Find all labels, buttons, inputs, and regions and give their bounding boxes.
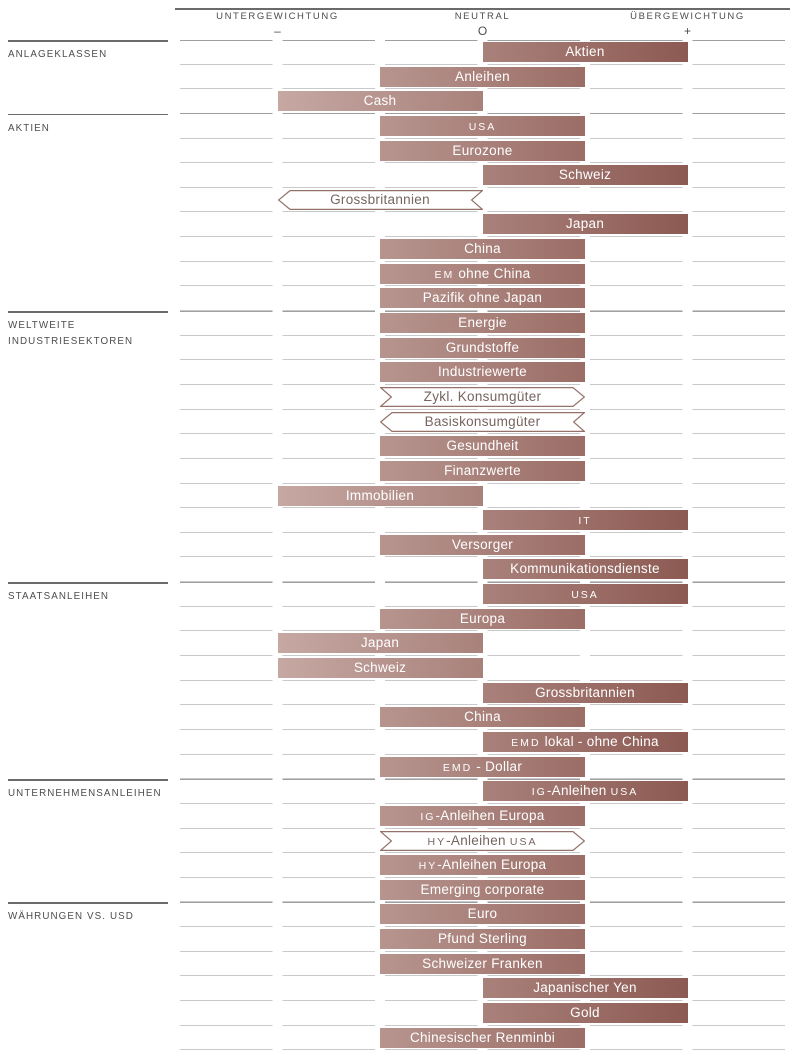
allocation-row: [175, 804, 790, 829]
allocation-row: [175, 237, 790, 262]
allocation-row: [175, 212, 790, 237]
bar-label: Versorger: [451, 536, 514, 552]
allocation-bar: [380, 264, 585, 284]
section-rows: [175, 779, 790, 902]
allocation-bar: [483, 165, 688, 185]
bar-label: USA: [468, 120, 497, 133]
section: [0, 779, 797, 902]
allocation-row: [175, 730, 790, 755]
allocation-row: [175, 829, 790, 854]
allocation-bar: [380, 436, 585, 456]
section-label: WELTWEITE INDUSTRIESEKTOREN: [0, 311, 175, 582]
axis-label-neutral: NEUTRAL: [454, 11, 511, 22]
bar-label: Emerging corporate: [420, 881, 545, 897]
bar-label: Schweizer Franken: [422, 955, 543, 971]
allocation-bar: [380, 313, 585, 333]
allocation-row: [175, 607, 790, 632]
allocation-row: [175, 262, 790, 287]
allocation-bar: [278, 91, 483, 111]
section-rows: [175, 40, 790, 114]
allocation-row: [175, 853, 790, 878]
allocation-bar: [380, 929, 585, 949]
bar-label: Gesundheit: [446, 438, 519, 454]
bar-label: Basiskonsumgüter: [424, 413, 541, 429]
allocation-row: [175, 89, 790, 114]
bar-label: Japanischer Yen: [533, 980, 637, 996]
row-gridline: [175, 1049, 790, 1050]
allocation-row: [175, 114, 790, 139]
allocation-row: [175, 681, 790, 706]
allocation-bar: [380, 707, 585, 727]
allocation-bar: [483, 584, 688, 604]
bar-label: Aktien: [565, 44, 605, 59]
allocation-bar: [380, 954, 585, 974]
allocation-bar: [380, 535, 585, 555]
allocation-row: [175, 434, 790, 459]
bar-label: Pfund Sterling: [437, 931, 527, 947]
allocation-row: [175, 631, 790, 656]
bar-label: Japan: [565, 216, 605, 232]
bar-label: EMD lokal - ohne China: [511, 733, 659, 749]
bar-label: HY-Anleihen Europa: [418, 857, 547, 873]
allocation-bar: [278, 486, 483, 506]
bar-label: Schweiz: [558, 167, 612, 183]
allocation-row: [175, 163, 790, 188]
allocation-row: [175, 656, 790, 681]
allocation-bar: [483, 42, 688, 62]
bar-label: EMD - Dollar: [442, 758, 523, 774]
allocation-bar: [380, 288, 585, 308]
bar-label: China: [464, 241, 501, 257]
bar-label: Energie: [458, 315, 507, 331]
allocation-row: [175, 779, 790, 804]
allocation-bar: [380, 609, 585, 629]
section-label: STAATSANLEIHEN: [0, 582, 175, 779]
section-label: AKTIEN: [0, 114, 175, 311]
allocation-row: [175, 878, 790, 903]
allocation-bar: [380, 141, 585, 161]
bar-label: IG-Anleihen Europa: [420, 807, 545, 823]
allocation-arrow-right-bar: [380, 387, 585, 407]
allocation-row: [175, 557, 790, 582]
allocation-row: [175, 65, 790, 90]
bar-label: Schweiz: [353, 660, 407, 676]
allocation-row: [175, 927, 790, 952]
bar-label: Gold: [570, 1004, 600, 1020]
bar-label: Industriewerte: [438, 364, 527, 380]
allocation-bar: [380, 806, 585, 826]
axis-label-overweight: ÜBERGEWICHTUNG: [630, 11, 745, 22]
section: [0, 311, 797, 582]
axis-symbol-neutral: O: [477, 24, 488, 38]
section-rows: [175, 114, 790, 311]
bar-label: Eurozone: [452, 142, 513, 158]
allocation-row: [175, 705, 790, 730]
allocation-row: [175, 459, 790, 484]
axis-symbol-overweight: +: [683, 24, 691, 38]
section-label: WÄHRUNGEN VS. USD: [0, 902, 175, 1050]
bar-label: Grossbritannien: [330, 191, 430, 207]
chart-body: [0, 40, 797, 1050]
allocation-bar: [380, 461, 585, 481]
allocation-bar: [380, 338, 585, 358]
section-label: UNTERNEHMENSANLEIHEN: [0, 779, 175, 902]
allocation-row: [175, 188, 790, 213]
section-label: ANLAGEKLASSEN: [0, 40, 175, 114]
allocation-bar: [483, 559, 688, 579]
bar-label: Kommunikationsdienste: [510, 561, 660, 577]
bar-label: Grossbritannien: [535, 684, 635, 700]
bar-label: Zykl. Konsumgüter: [423, 388, 542, 404]
bar-label: USA: [571, 589, 599, 602]
section: [0, 902, 797, 1050]
bar-label: Finanzwerte: [444, 462, 521, 478]
bar-label: Immobilien: [345, 487, 415, 503]
bar-label: Japan: [360, 635, 400, 651]
allocation-row: [175, 902, 790, 927]
allocation-bar: [483, 510, 688, 530]
header-rule: [175, 8, 790, 10]
allocation-bar: [380, 757, 585, 777]
allocation-row: [175, 360, 790, 385]
allocation-bar: [278, 633, 483, 653]
allocation-row: [175, 410, 790, 435]
section: [0, 114, 797, 311]
allocation-bar: [483, 214, 688, 234]
section-rows: [175, 582, 790, 779]
allocation-arrow-left-bar: [278, 190, 483, 210]
allocation-bar: [380, 116, 585, 136]
bar-label: Anleihen: [455, 68, 510, 84]
section: [0, 582, 797, 779]
bar-label: Euro: [467, 906, 498, 922]
allocation-bar: [380, 67, 585, 87]
allocation-row: [175, 582, 790, 607]
bar-label: Chinesischer Renminbi: [409, 1029, 556, 1045]
allocation-row: [175, 508, 790, 533]
allocation-row: [175, 286, 790, 311]
allocation-bar: [483, 732, 688, 752]
allocation-bar: [380, 880, 585, 900]
allocation-row: [175, 484, 790, 509]
allocation-row: [175, 976, 790, 1001]
allocation-bar: [483, 1003, 688, 1023]
allocation-bar: [483, 781, 688, 801]
allocation-bar: [483, 978, 688, 998]
bar-label: Europa: [459, 610, 506, 626]
allocation-bar: [380, 362, 585, 382]
section-rows: [175, 902, 790, 1050]
bar-label: HY-Anleihen USA: [427, 832, 538, 848]
allocation-arrow-left-bar: [380, 412, 585, 432]
allocation-row: [175, 311, 790, 336]
section-rows: [175, 311, 790, 582]
bar-label: IT: [578, 515, 592, 528]
allocation-arrow-right-bar: [380, 831, 585, 851]
allocation-row: [175, 952, 790, 977]
bar-label: Pazifik ohne Japan: [422, 290, 543, 306]
allocation-bar: [380, 855, 585, 875]
bar-label: Grundstoffe: [445, 339, 520, 355]
allocation-row: [175, 40, 790, 65]
axis-label-underweight: UNTERGEWICHTUNG: [216, 11, 339, 22]
bar-label: China: [464, 709, 501, 725]
allocation-bar: [380, 1028, 585, 1048]
bar-label: IG-Anleihen USA: [531, 783, 639, 799]
allocation-row: [175, 1001, 790, 1026]
allocation-bar: [380, 904, 585, 924]
axis-symbol-underweight: –: [274, 24, 281, 38]
bar-label: EM ohne China: [434, 265, 531, 281]
section: [0, 40, 797, 114]
allocation-bar: [483, 683, 688, 703]
allocation-row: [175, 755, 790, 780]
allocation-row: [175, 1026, 790, 1051]
allocation-row: [175, 533, 790, 558]
allocation-bar: [380, 239, 585, 259]
allocation-row: [175, 139, 790, 164]
allocation-row: [175, 385, 790, 410]
allocation-bar: [278, 658, 483, 678]
bar-label: Cash: [363, 93, 397, 109]
allocation-row: [175, 336, 790, 361]
